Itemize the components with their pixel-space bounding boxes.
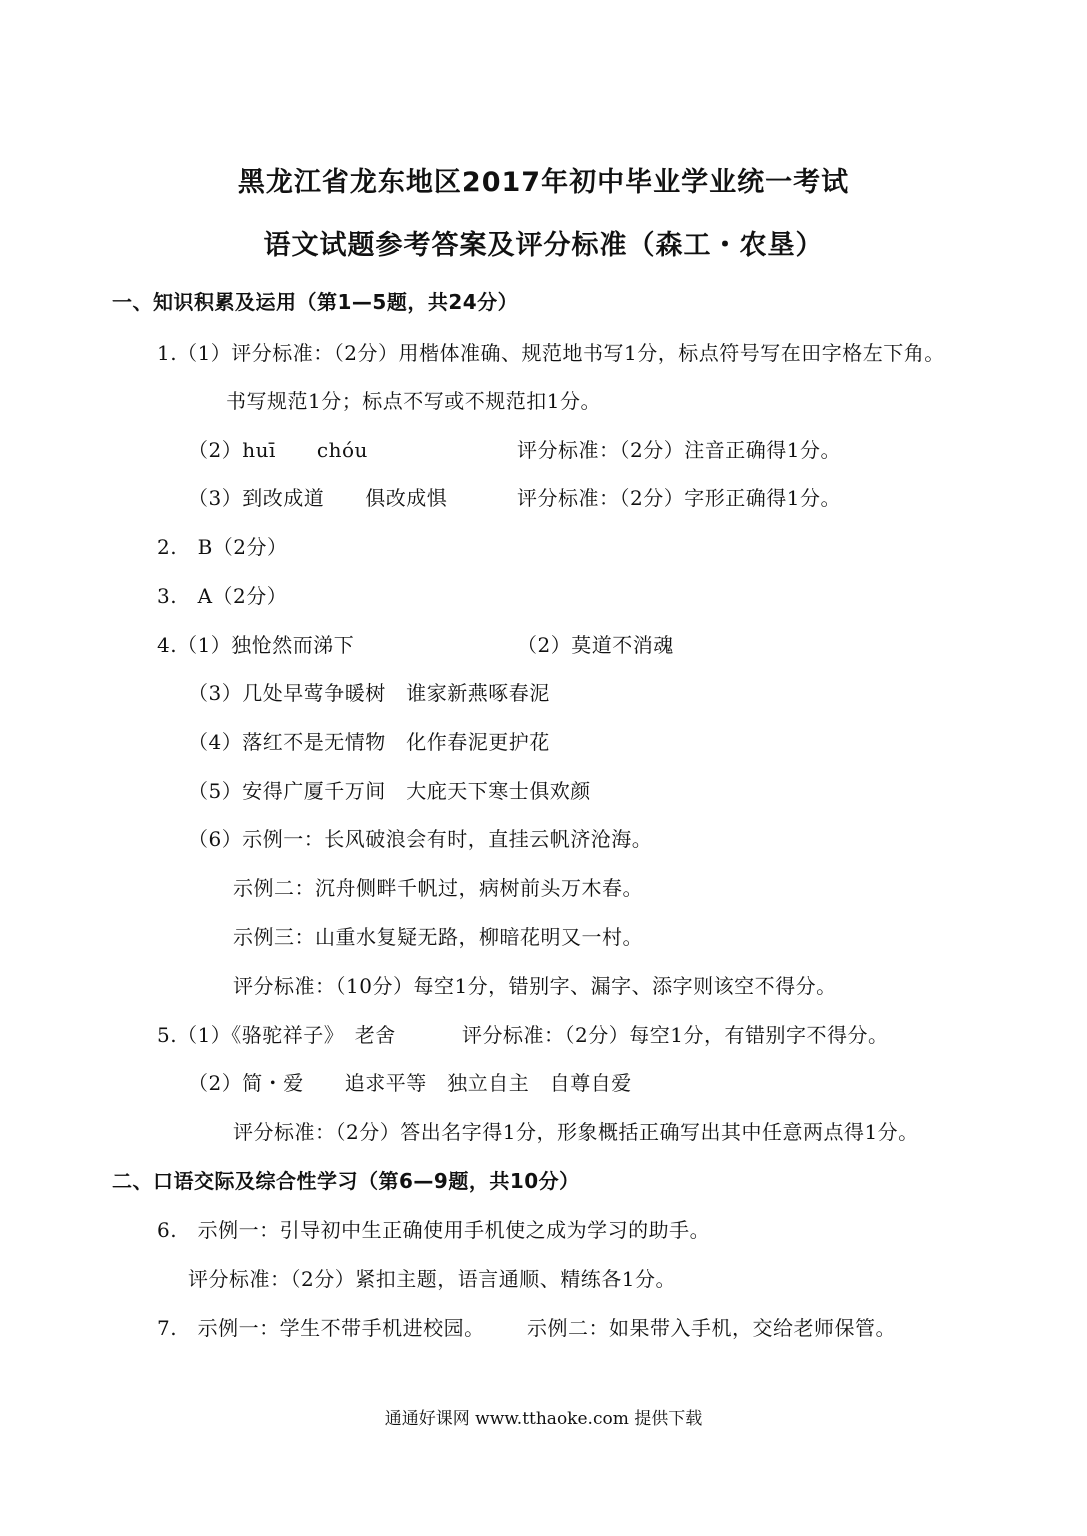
answer-1-1: 1.（1）评分标准：（2分）用楷体准确、规范地书写1分，标点符号写在田字格左下角。: [157, 341, 945, 365]
answer-4-4: （4）落红不是无情物 化作春泥更护花: [188, 730, 550, 754]
answer-4-6: （6）示例一：长风破浪会有时，直挂云帆济沧海。: [188, 827, 653, 851]
document-subtitle: 语文试题参考答案及评分标准（森工・农垦）: [263, 230, 824, 261]
answer-2: 2. B（2分）: [157, 535, 288, 559]
answer-4-5: （5）安得广厦千万间 大庇天下寒士俱欢颜: [188, 779, 591, 803]
answer-5-1: 5.（1）《骆驼祥子》 老舍: [157, 1023, 396, 1047]
answer-4-6-example-3: 示例三：山重水复疑无路，柳暗花明又一村。: [233, 925, 643, 949]
answer-6: 6. 示例一：引导初中生正确使用手机使之成为学习的助手。: [157, 1218, 711, 1242]
answer-1-3-score: 评分标准：（2分）字形正确得1分。: [517, 486, 841, 510]
section-heading-2: 二、口语交际及综合性学习（第6—9题，共10分）: [112, 1169, 580, 1193]
answer-5-score: 评分标准：（2分）答出名字得1分，形象概括正确写出其中任意两点得1分。: [233, 1120, 919, 1144]
answer-4-score: 评分标准：（10分）每空1分，错别字、漏字、添字则该空不得分。: [233, 974, 837, 998]
answer-4-1: 4.（1）独怆然而涕下: [157, 633, 355, 657]
section-heading-1: 一、知识积累及运用（第1—5题，共24分）: [112, 290, 519, 314]
answer-1-1-note: 书写规范1分；标点不写或不规范扣1分。: [226, 389, 601, 413]
answer-6-score: 评分标准：（2分）紧扣主题，语言通顺、精练各1分。: [188, 1267, 676, 1291]
answer-7-example-1: 7. 示例一：学生不带手机进校园。: [157, 1316, 485, 1340]
answer-3: 3. A（2分）: [157, 584, 288, 608]
answer-5-1-score: 评分标准：（2分）每空1分，有错别字不得分。: [462, 1023, 889, 1047]
answer-1-2: （2）huī chóu: [188, 438, 368, 462]
answer-4-6-example-2: 示例二：沉舟侧畔千帆过，病树前头万木春。: [233, 876, 643, 900]
answer-7-example-2: 示例二：如果带入手机，交给老师保管。: [527, 1316, 896, 1340]
answer-1-3: （3）到改成道 俱改成惧: [188, 486, 448, 510]
answer-4-2: （2）莫道不消魂: [517, 633, 674, 657]
document-title: 黑龙江省龙东地区2017年初中毕业学业统一考试: [237, 167, 850, 198]
answer-1-2-score: 评分标准：（2分）注音正确得1分。: [517, 438, 841, 462]
answer-4-3: （3）几处早莺争暖树 谁家新燕啄春泥: [188, 681, 550, 705]
page-footer: 通通好课网 www.tthaoke.com 提供下载: [384, 1409, 703, 1429]
answer-5-2: （2）简・爱 追求平等 独立自主 自尊自爱: [188, 1071, 632, 1095]
